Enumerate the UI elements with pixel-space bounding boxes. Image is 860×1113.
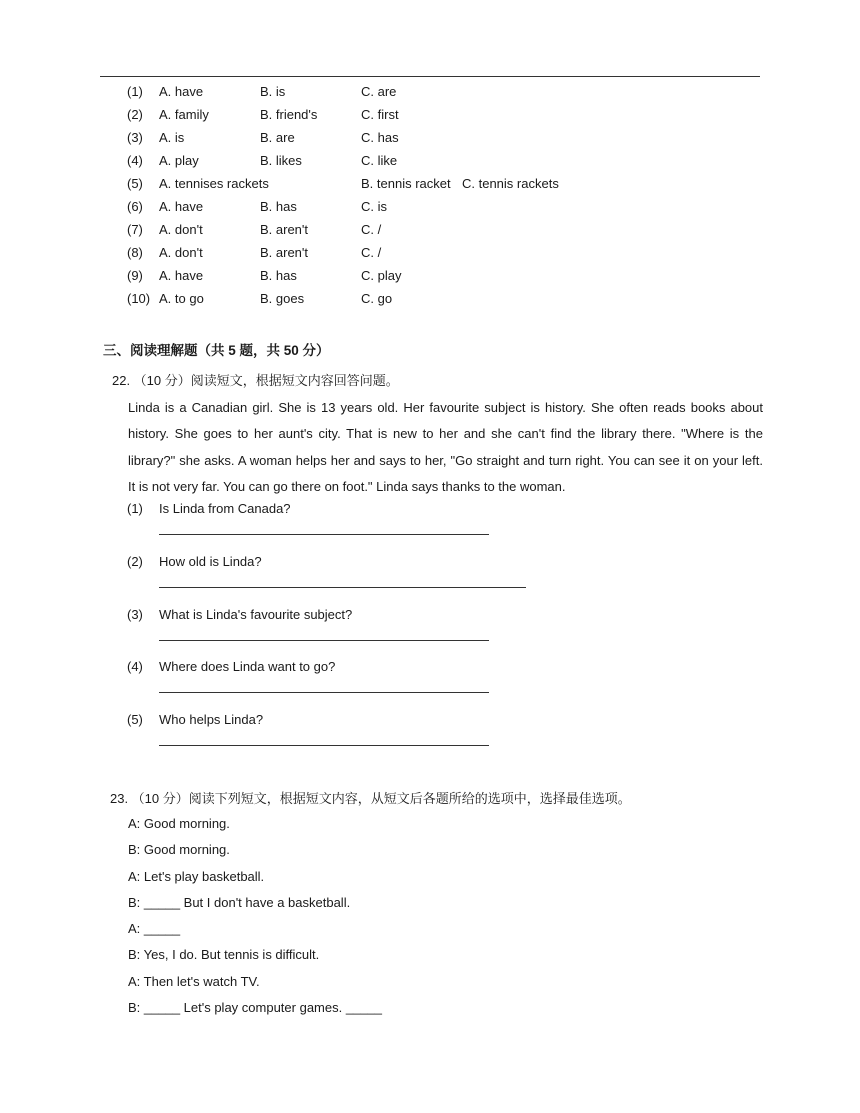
question-text: Is Linda from Canada?	[159, 501, 291, 516]
option-row	[127, 220, 767, 243]
list-item	[127, 607, 767, 660]
option-number: (9)	[127, 268, 143, 283]
dialog-line: B: Good morning.	[128, 842, 230, 858]
option-row	[127, 151, 767, 174]
question-number: (4)	[127, 659, 143, 675]
question-number: (3)	[127, 606, 143, 622]
option-number: (4)	[127, 153, 143, 168]
option-row	[127, 289, 767, 312]
option-b: B. tennis racket	[361, 176, 451, 191]
question-number: (2)	[127, 553, 143, 569]
reading-passage: Linda is a Canadian girl. She is 13 years old. Her favourite subject is history. She often reads books about history. She goes to her aunt's city. That is new to her and she can't find the library there. "Where is the library?" she asks. A woman helps her and says to her, "Go straight and turn right. You can see it on your left. It is not very far. You can go there on foot." Linda says thanks to the woman.	[128, 400, 763, 494]
answer-line[interactable]	[159, 534, 489, 535]
option-c: C. /	[361, 245, 382, 260]
question-number: (5)	[127, 712, 143, 727]
question-number: (1)	[127, 501, 143, 516]
option-number: (5)	[127, 176, 143, 191]
option-c: C. /	[361, 222, 382, 237]
dialog-line: A: Then let's watch TV.	[128, 973, 260, 989]
option-b: B. are	[260, 130, 295, 145]
dialog-line: A: _____	[128, 921, 181, 937]
option-c: C. has	[361, 130, 399, 145]
dialog-line: B: Yes, I do. But tennis is difficult.	[128, 947, 320, 963]
dialog-line: B: _____ But I don't have a basketball.	[128, 894, 351, 910]
option-b: B. has	[260, 268, 297, 283]
option-a: A. have	[159, 199, 204, 214]
option-b: B. likes	[260, 153, 302, 168]
option-row	[127, 197, 767, 220]
option-b: B. has	[260, 199, 297, 214]
option-c: C. go	[361, 291, 393, 306]
option-c: C. play	[361, 268, 402, 283]
option-a: A. play	[159, 153, 199, 168]
option-a: A. family	[159, 107, 209, 122]
answer-line[interactable]	[159, 745, 489, 746]
option-number: (6)	[127, 199, 143, 214]
header-rule	[100, 76, 760, 77]
option-a: A. don't	[159, 245, 203, 260]
question-22-header: 22. （10 分）阅读短文，根据短文内容回答问题。	[112, 373, 399, 388]
question-text: How old is Linda?	[159, 553, 262, 569]
answer-line[interactable]	[159, 640, 489, 641]
list-item	[127, 501, 767, 554]
option-a: A. is	[159, 130, 185, 145]
option-number: (3)	[127, 130, 143, 145]
option-b: B. aren't	[260, 222, 309, 237]
dialog-line: A: Let's play basketball.	[128, 868, 265, 884]
option-row	[127, 105, 767, 128]
option-c: C. tennis rackets	[462, 176, 559, 191]
option-c: C. first	[361, 107, 399, 122]
option-c: C. is	[361, 199, 387, 214]
option-row	[127, 243, 767, 266]
option-number: (10)	[127, 291, 151, 306]
option-row	[127, 128, 767, 151]
dialog-line: B: _____ Let's play computer games. _____	[128, 1000, 382, 1016]
question-text: Who helps Linda?	[159, 712, 264, 727]
option-b: B. friend's	[260, 107, 318, 122]
option-a: A. to go	[159, 291, 204, 306]
option-b: B. aren't	[260, 245, 309, 260]
list-item	[127, 712, 767, 765]
list-item	[127, 659, 767, 712]
option-row	[127, 266, 767, 289]
question-text: Where does Linda want to go?	[159, 659, 336, 675]
options-table	[127, 82, 767, 312]
option-number: (7)	[127, 222, 143, 237]
option-row	[127, 82, 767, 105]
option-a: A. have	[159, 84, 204, 99]
question-text: What is Linda's favourite subject?	[159, 606, 353, 622]
option-number: (8)	[127, 245, 143, 260]
question-23-header: 23. （10 分）阅读下列短文，根据短文内容，从短文后各题所给的选项中，选择最佳选项。	[110, 791, 631, 806]
section-title: 三、阅读理解题（共 5 题，共 50 分）	[103, 343, 330, 358]
option-b: B. is	[260, 84, 286, 99]
answer-line[interactable]	[159, 692, 489, 693]
option-c: C. are	[361, 84, 397, 99]
option-a: A. don't	[159, 222, 203, 237]
answer-line[interactable]	[159, 587, 526, 588]
question-22-list	[127, 501, 767, 765]
dialog	[128, 814, 728, 1024]
option-number: (1)	[127, 84, 143, 99]
option-a: A. tennises rackets	[159, 176, 269, 191]
option-c: C. like	[361, 153, 398, 168]
option-a: A. have	[159, 268, 204, 283]
option-number: (2)	[127, 107, 143, 122]
list-item	[127, 554, 767, 607]
option-b: B. goes	[260, 291, 305, 306]
option-row	[127, 174, 767, 197]
dialog-line: A: Good morning.	[128, 816, 230, 831]
